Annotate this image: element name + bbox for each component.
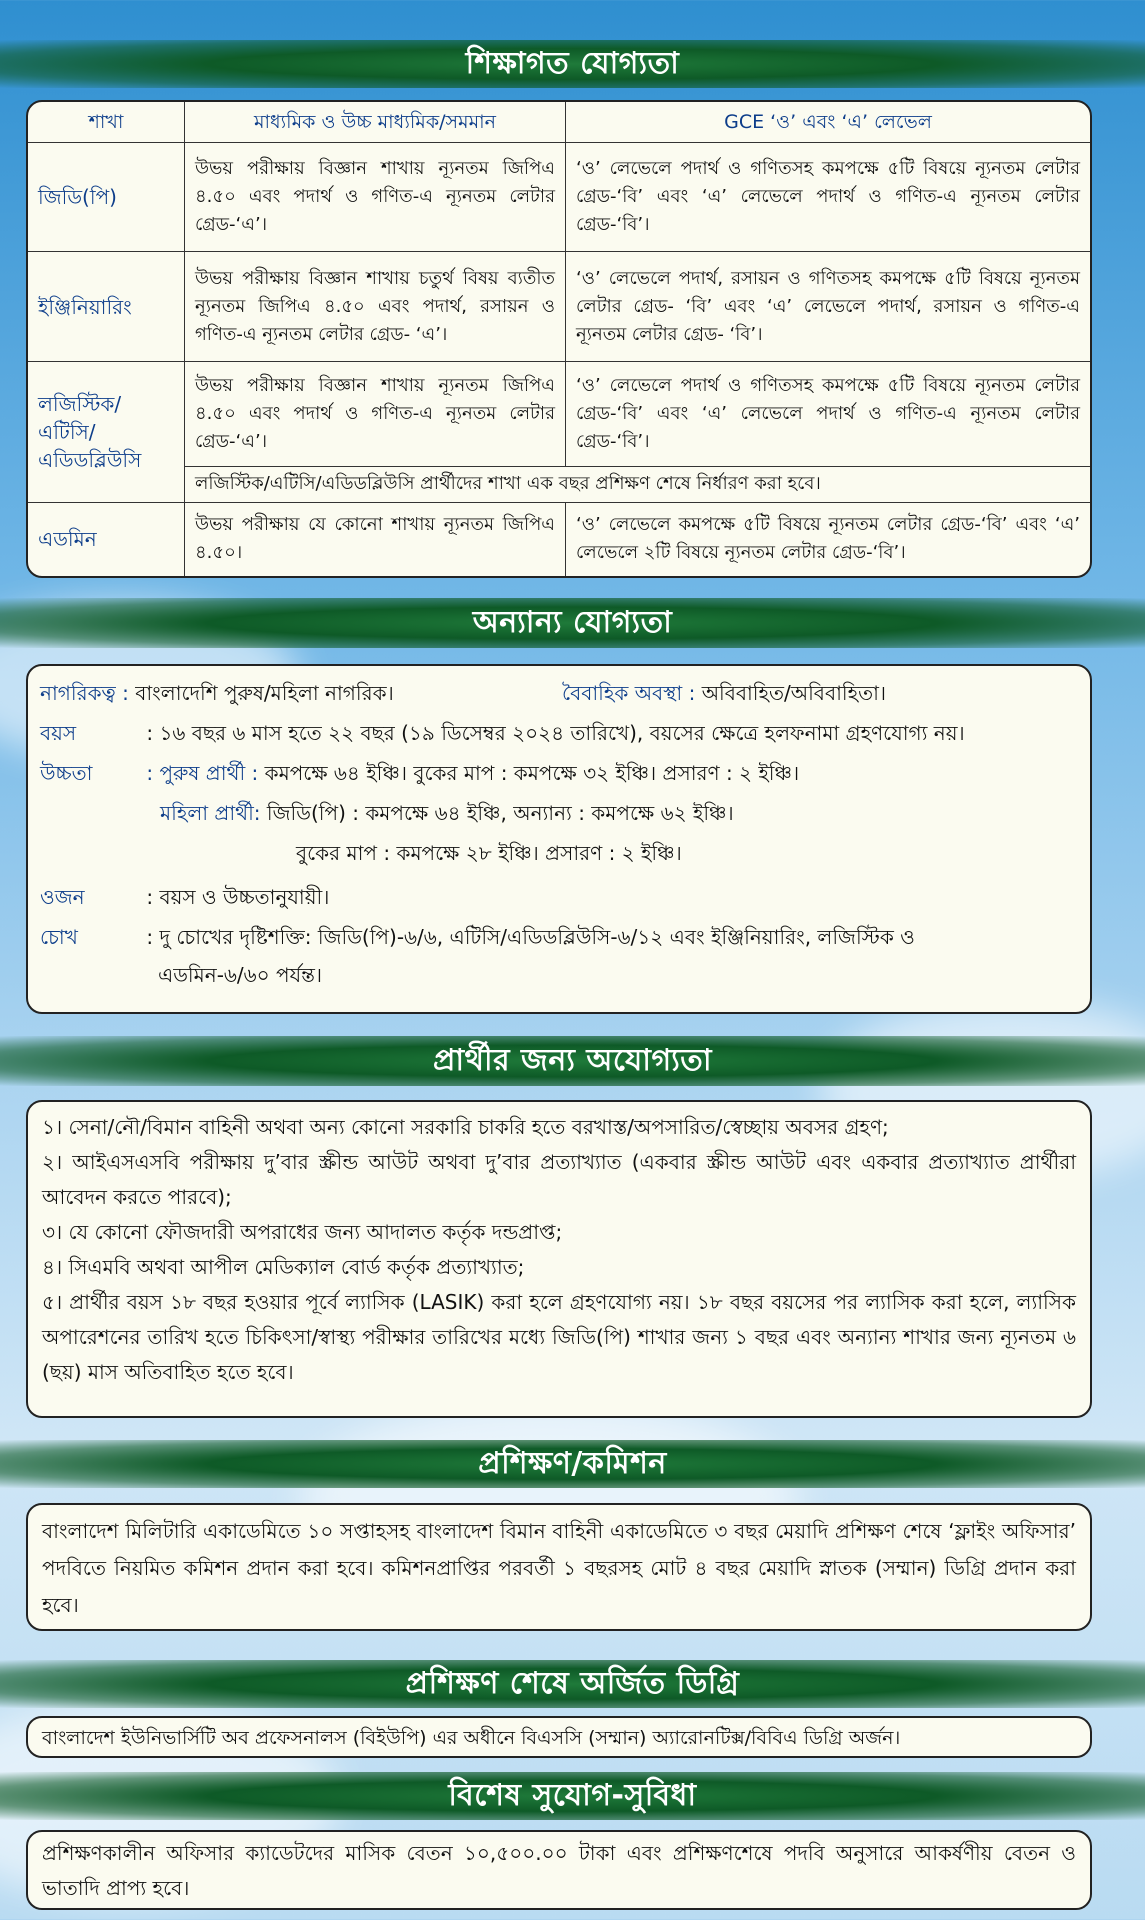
- weight-label: ওজন: [40, 885, 85, 909]
- eye-label: চোখ: [40, 925, 78, 949]
- list-item: ৪। সিএমবি অথবা আপীল মেডিক্যাল বোর্ড কর্তৃক প্রত্যাখ্যাত;: [42, 1255, 525, 1279]
- edu-section-title: [0, 40, 1145, 88]
- ssc-requirement: উভয় পরীক্ষায় বিজ্ঞান শাখায় ন্যূনতম জিপিএ ৪.৫০ এবং পদার্থ ও গণিত-এ ন্যূনতম লেটার গ্রেড-‘এ’।: [185, 361, 566, 466]
- table-row: [28, 361, 1090, 466]
- benefit-box: [26, 1830, 1092, 1910]
- header-gce: GCE ‘ও’ এবং ‘এ’ লেভেল: [566, 102, 1091, 143]
- marital-value: অবিবাহিত/অবিবাহিতা।: [701, 681, 887, 705]
- eye-value-line1: : দু চোখের দৃষ্টিশক্তি: জিডি(পি)-৬/৬, এটিসি/এডিডব্লিউসি-৬/১২ এবং ইঞ্জিনিয়ারিং, লজিস্টিক ও: [146, 925, 915, 949]
- degree-section-title: [0, 1660, 1145, 1708]
- table-row: [28, 143, 1090, 252]
- other-qualifications-box: [26, 664, 1092, 1014]
- other-title-text: অন্যান্য যোগ্যতা: [472, 604, 673, 640]
- gce-requirement: ‘ও’ লেভেলে পদার্থ ও গণিতসহ কমপক্ষে ৫টি বিষয়ে ন্যূনতম লেটার গ্রেড-‘বি’ এবং ‘এ’ লেভেলে পদার্থ ও গণিত-এ ন্যূনতম লেটার গ্রেড-‘বি’।: [566, 361, 1091, 466]
- edu-title-text: শিক্ষাগত যোগ্যতা: [465, 45, 680, 81]
- training-section-title: [0, 1440, 1145, 1488]
- logistics-note: লজিস্টিক/এটিসি/এডিডব্লিউসি প্রার্থীদের শাখা এক বছর প্রশিক্ষণ শেষে নির্ধারণ করা হবে।: [185, 467, 1091, 503]
- degree-title-text: প্রশিক্ষণ শেষে অর্জিত ডিগ্রি: [405, 1665, 740, 1701]
- ssc-requirement: উভয় পরীক্ষায় বিজ্ঞান শাখায় চতুর্থ বিষয় ব্যতীত ন্যূনতম জিপিএ ৪.৫০ এবং পদার্থ, রসায়ন ও গণিত-এ ন্যূনতম লেটার গ্রেড- ‘এ’।: [185, 252, 566, 361]
- gce-requirement: ‘ও’ লেভেলে পদার্থ, রসায়ন ও গণিতসহ কমপক্ষে ৫টি বিষয়ে ন্যূনতম লেটার গ্রেড- ‘বি’ এবং ‘এ’ লেভেলে পদার্থ, রসায়ন ও গণিত-এ ন্যূনতম লেটার গ্রেড- ‘বি’।: [566, 252, 1091, 361]
- edu-qualification-table: [26, 100, 1092, 578]
- height-label: উচ্চতা: [40, 761, 93, 785]
- disqualification-section-title: [0, 1036, 1145, 1086]
- list-item: ১। সেনা/নৌ/বিমান বাহিনী অথবা অন্য কোনো সরকারি চাকরি হতে বরখাস্ত/অপসারিত/স্বেচ্ছায় অবসর গ্রহণ;: [42, 1115, 889, 1139]
- header-branch: শাখা: [28, 102, 185, 143]
- other-section-title: [0, 598, 1145, 648]
- female-chest-value: বুকের মাপ : কমপক্ষে ২৮ ইঞ্চি। প্রসারণ : ২ ইঞ্চি।: [296, 841, 682, 865]
- age-value: : ১৬ বছর ৬ মাস হতে ২২ বছর (১৯ ডিসেম্বর ২০২৪ তারিখে), বয়সের ক্ষেত্রে হলফনামা গ্রহণযোগ্য নয়।: [146, 721, 965, 745]
- table-row: [28, 467, 1090, 503]
- disqualification-title-text: প্রার্থীর জন্য অযোগ্যতা: [432, 1042, 713, 1078]
- branch-gdp: জিডি(পি): [28, 143, 185, 252]
- degree-box: [26, 1716, 1092, 1758]
- benefit-text: প্রশিক্ষণকালীন অফিসার ক্যাডেটদের মাসিক বেতন ১০,৫০০.০০ টাকা এবং প্রশিক্ষণশেষে পদবি অনুসারে আকর্ষণীয় বেতন ও ভাতাদি প্রাপ্য হবে।: [42, 1841, 1076, 1900]
- gce-requirement: ‘ও’ লেভেলে পদার্থ ও গণিতসহ কমপক্ষে ৫টি বিষয়ে ন্যূনতম লেটার গ্রেড-‘বি’ এবং ‘এ’ লেভেলে পদার্থ ও গণিত-এ ন্যূনতম লেটার গ্রেড-‘বি’।: [566, 143, 1091, 252]
- benefit-section-title: [0, 1772, 1145, 1820]
- citizenship-value: বাংলাদেশি পুরুষ/মহিলা নাগরিক।: [135, 681, 394, 705]
- degree-text: বাংলাদেশ ইউনিভার্সিটি অব প্রফেসনালস (বিইউপি) এর অধীনে বিএসসি (সম্মান) অ্যারোনটিক্স/বিবিএ ডিগ্রি অর্জন।: [42, 1727, 901, 1749]
- branch-logistics: লজিস্টিক/এটিসি/ এডিডব্লিউসি: [28, 361, 185, 502]
- table-header-row: [28, 102, 1090, 143]
- male-candidate-value: কমপক্ষে ৬৪ ইঞ্চি। বুকের মাপ : কমপক্ষে ৩২ ইঞ্চি। প্রসারণ : ২ ইঞ্চি।: [264, 761, 800, 785]
- benefit-title-text: বিশেষ সুযোগ-সুবিধা: [448, 1777, 697, 1813]
- ssc-requirement: উভয় পরীক্ষায় বিজ্ঞান শাখায় ন্যূনতম জিপিএ ৪.৫০ এবং পদার্থ ও গণিত-এ ন্যূনতম লেটার গ্রেড-‘এ’।: [185, 143, 566, 252]
- branch-engineering: ইঞ্জিনিয়ারিং: [28, 252, 185, 361]
- training-title-text: প্রশিক্ষণ/কমিশন: [478, 1445, 667, 1481]
- female-candidate-value: জিডি(পি) : কমপক্ষে ৬৪ ইঞ্চি, অন্যান্য : কমপক্ষে ৬২ ইঞ্চি।: [266, 801, 734, 825]
- list-item: ৩। যে কোনো ফৌজদারী অপরাধের জন্য আদালত কর্তৃক দন্ডপ্রাপ্ত;: [42, 1220, 563, 1244]
- training-box: [26, 1503, 1092, 1631]
- weight-value: : বয়স ও উচ্চতানুযায়ী।: [146, 885, 330, 909]
- female-candidate-label: মহিলা প্রার্থী:: [160, 801, 261, 825]
- table-row: [28, 252, 1090, 361]
- table-row: [28, 502, 1090, 576]
- eye-value-line2: এডমিন-৬/৬০ পর্যন্ত।: [158, 963, 323, 987]
- marital-label: বৈবাহিক অবস্থা :: [562, 681, 696, 705]
- gce-requirement: ‘ও’ লেভেলে কমপক্ষে ৫টি বিষয়ে ন্যূনতম লেটার গ্রেড-‘বি’ এবং ‘এ’ লেভেলে ২টি বিষয়ে ন্যূনতম লেটার গ্রেড-‘বি’।: [566, 502, 1091, 576]
- list-item: ২। আইএসএসবি পরীক্ষায় দু’বার স্ক্রীন্ড আউট অথবা দু’বার প্রত্যাখ্যাত (একবার স্ক্রীন্ড আউট এবং একবার প্রত্যাখ্যাত প্রার্থীরা আবেদন করতে পারবে);: [42, 1150, 1076, 1209]
- citizenship-label: নাগরিকত্ব :: [40, 681, 129, 705]
- ssc-requirement: উভয় পরীক্ষায় যে কোনো শাখায় ন্যূনতম জিপিএ ৪.৫০।: [185, 502, 566, 576]
- list-item: ৫। প্রার্থীর বয়স ১৮ বছর হওয়ার পূর্বে ল্যাসিক (LASIK) করা হলে গ্রহণযোগ্য নয়। ১৮ বছর বয়সের পর ল্যাসিক করা হলে, ল্যাসিক অপারেশনের তারিখ হতে চিকিৎসা/স্বাস্থ্য পরীক্ষার তারিখের মধ্যে জিডি(পি) শাখার জন্য ১ বছর এবং অন্যান্য শাখার জন্য ন্যূনতম ৬ (ছয়) মাস অতিবাহিত হতে হবে।: [42, 1290, 1076, 1384]
- age-label: বয়স: [40, 721, 77, 745]
- branch-admin: এডমিন: [28, 502, 185, 576]
- disqualification-list: [26, 1100, 1092, 1418]
- training-text: বাংলাদেশ মিলিটারি একাডেমিতে ১০ সপ্তাহসহ বাংলাদেশ বিমান বাহিনী একাডেমিতে ৩ বছর মেয়াদি প্রশিক্ষণ শেষে ‘ফ্লাইং অফিসার’ পদবিতে নিয়মিত কমিশন প্রদান করা হবে। কমিশনপ্রাপ্তির পরবর্তী ১ বছরসহ মোট ৪ বছর মেয়াদি স্নাতক (সম্মান) ডিগ্রি প্রদান করা হবে।: [42, 1519, 1076, 1617]
- header-ssc-hsc: মাধ্যমিক ও উচ্চ মাধ্যমিক/সমমান: [185, 102, 566, 143]
- male-candidate-label: : পুরুষ প্রার্থী :: [146, 761, 259, 785]
